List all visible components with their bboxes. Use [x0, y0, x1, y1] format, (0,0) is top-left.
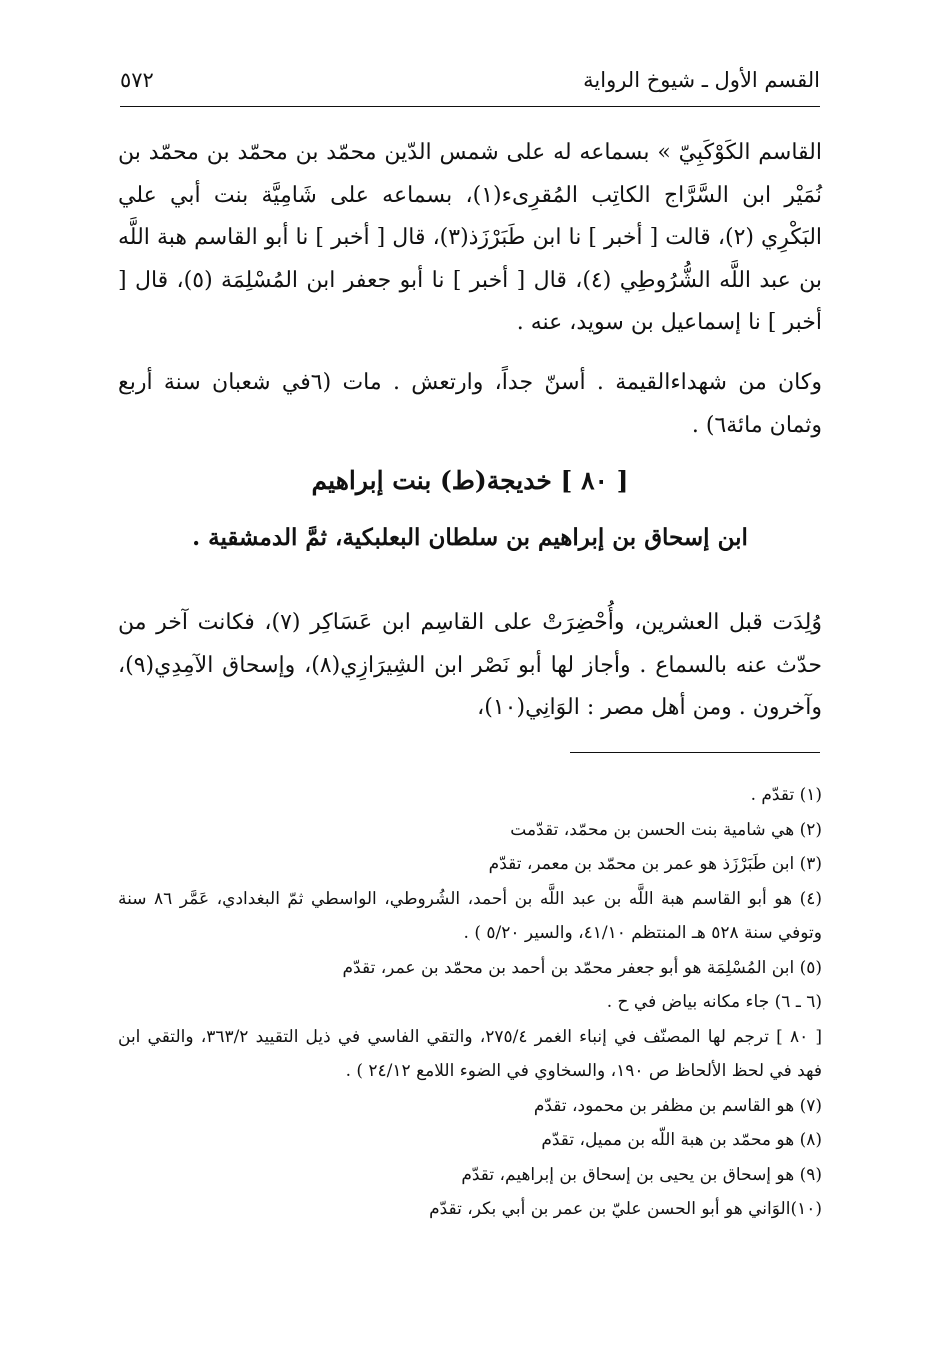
footnote-1: (١) تقدّم .	[750, 785, 822, 805]
footnote-10: (١٠)الوَاني هو أبو الحسن عليّ بن عمر بن أبي بكر، تقدّم	[429, 1199, 822, 1219]
page-header	[120, 62, 820, 98]
footnote-7: (٧) هو القاسم بن مظفر بن محمود، تقدّم	[533, 1095, 822, 1116]
footnote-9: (٩) هو إسحاق بن يحيى بن إسحاق بن إبراهيم، تقدّم	[461, 1164, 822, 1185]
footnote-8: (٨) هو محمّد بن هبة اللّه بن مميل، تقدّم	[541, 1130, 822, 1150]
footnotes-block	[118, 778, 822, 1227]
footnote-5: (٥) ابن المُسْلِمَة هو أبو جعفر محمّد بن أحمد بن محمّد بن عمر، تقدّم	[342, 957, 822, 978]
page-number: ٥٧٢	[120, 68, 154, 92]
footnote-2: (٢) هي شامية بنت الحسن بن محمّد، تقدّمت	[510, 819, 822, 840]
header-rule	[120, 106, 820, 107]
entry-title: [ ٨٠ ] خديجة(ط) بنت إبراهيم	[311, 466, 629, 495]
footnote-3: (٣) ابن طَبَرْزَذ هو عمر بن محمّد بن معمر، تقدّم	[488, 854, 822, 874]
footnote-entry-80: [ ٨٠ ] ترجم لها المصنّف في إنباء الغمر ٢٧٥/٤، والتقي الفاسي في ذيل التقييد ٣٦٣/٢، والتقي ابن فهد في لحظ الألحاظ ص ١٩٠، والسخاوي في الضوء اللامع ٢٤/١٢ ) .	[118, 1026, 822, 1081]
footnote-4: (٤) هو أبو القاسم هبة اللَّه بن عبد اللَّه بن أحمد، الشُروطي، الواسطي ثمّ البغدادي، عَمَّر ٨٦ سنة وتوفي سنة ٥٢٨ هـ المنتظم ٤١/١٠، والسير ٥/٢٠ ) .	[118, 888, 822, 943]
body-paragraph-2: وكان من شهداءالقيمة . أسنّ جداً، وارتعش . مات (٦في شعبان سنة أربع وثمان مائة٦) .	[118, 370, 822, 438]
body-paragraph-3: وُلِدَت قبل العشرين، وأُحْضِرَتْ على القاسِم ابن عَسَاكِر (٧)، فكانت آخر من حدّث عنه بالسماع . وأجاز لها أبو نَصْر ابن الشِيرَازِي(٨)، وإسحاق الآمِدِي(٩)، وآخرون . ومن أهل مصر : الوَانِي(١٠)،	[118, 610, 822, 720]
body-paragraph-1: القاسم الكَوْكَبِيّ » بسماعه له على شمس الدّين محمّد بن محمّد بن محمّد بن نُمَيْر ابن السَّرَّاج الكاتِب المُقرِىء(١)، بسماعه على شَامِيَّة بنت أبي علي البَكْرِي (٢)، قالت [ أخبر ] نا ابن طَبَرْزَذ(٣)، قال [ أخبر ] نا أبو القاسم هبة اللَّه بن عبد اللَّه الشُّرُوطِي (٤)، قال [ أخبر ] نا أبو جعفر ابن المُسْلِمَة (٥)، قال [ أخبر ] نا إسماعيل بن سويد، عنه .	[118, 140, 823, 335]
running-title: القسم الأول ـ شيوخ الرواية	[583, 68, 820, 92]
footnote-6: (٦ ـ ٦) جاء مكانه بياض في ح .	[606, 992, 822, 1012]
footnote-separator	[570, 752, 820, 753]
entry-subtitle: ابن إسحاق بن إبراهيم بن سلطان البعلبكية، ثمَّ الدمشقية .	[192, 524, 748, 551]
